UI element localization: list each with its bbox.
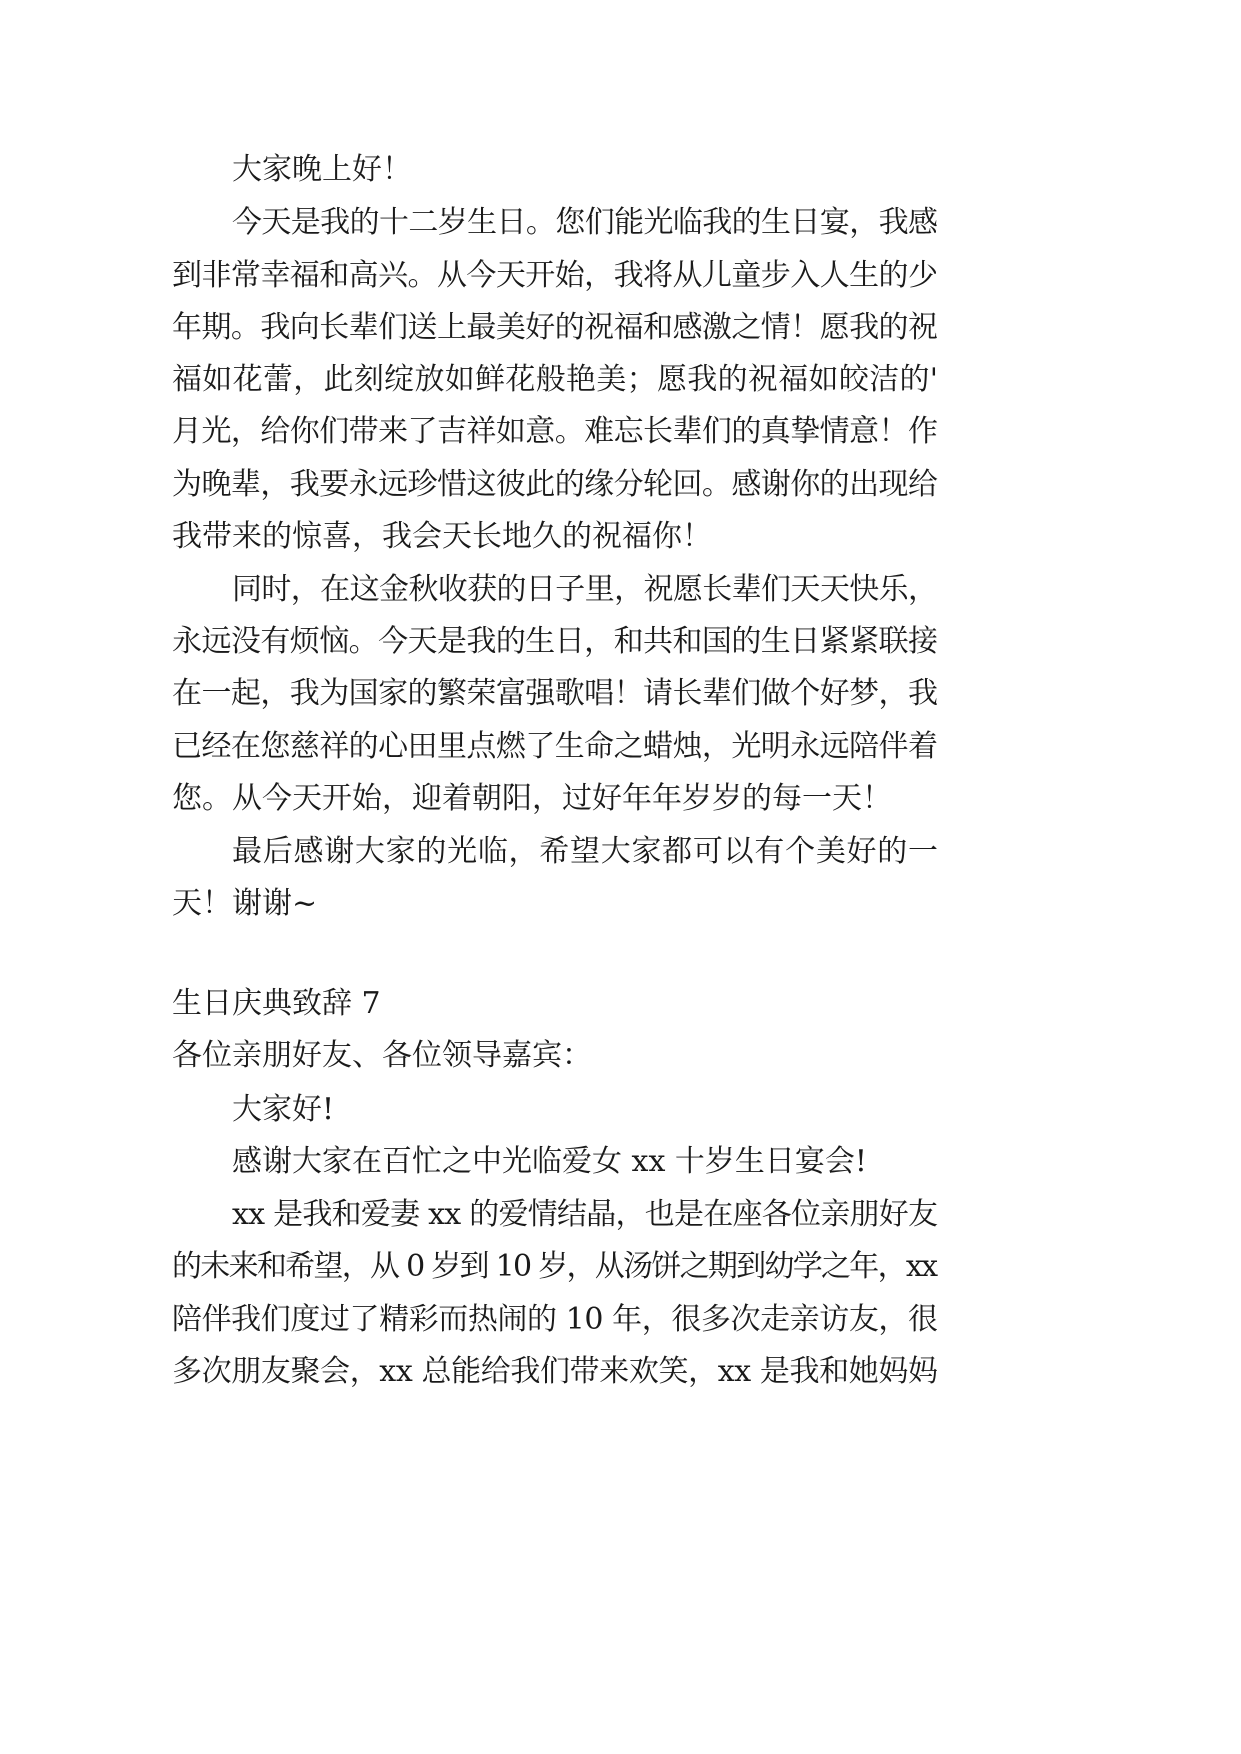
paragraph-line: 您。从今天开始，迎着朝阳，过好年年岁岁的每一天！: [172, 781, 892, 816]
paragraph-line: 为晚辈，我要永远珍惜这彼此的缘分轮回。感谢你的出现给: [172, 467, 938, 502]
greeting-line: 大家好!: [232, 1092, 335, 1127]
paragraph-line: 永远没有烦恼。今天是我的生日，和共和国的生日紧紧联接: [172, 624, 938, 659]
paragraph-line: 陪伴我们度过了精彩而热闹的 10 年，很多次走亲访友，很: [172, 1302, 938, 1337]
paragraph-line: 已经在您慈祥的心田里点燃了生命之蜡烛，光明永远陪伴着: [172, 729, 938, 764]
paragraph-line: 的未来和希望，从 0 岁到 10 岁，从汤饼之期到幼学之年，xx: [172, 1249, 937, 1284]
greeting-line: 大家晚上好！: [232, 152, 412, 187]
paragraph-line: 最后感谢大家的光临，希望大家都可以有个美好的一: [232, 834, 939, 869]
paragraph-line: xx 是我和爱妻 xx 的爱情结晶，也是在座各位亲朋好友: [232, 1197, 938, 1232]
paragraph-line: 今天是我的十二岁生日。您们能光临我的生日宴，我感: [232, 205, 938, 240]
paragraph-line: 我带来的惊喜，我会天长地久的祝福你！: [172, 519, 712, 554]
paragraph-line: 月光，给你们带来了吉祥如意。难忘长辈们的真挚情意！作: [172, 414, 938, 449]
paragraph-line: 在一起，我为国家的繁荣富强歌唱！请长辈们做个好梦，我: [172, 676, 938, 711]
paragraph-line: 感谢大家在百忙之中光临爱女 xx 十岁生日宴会!: [232, 1144, 867, 1179]
salutation-line: 各位亲朋好友、各位领导嘉宾：: [172, 1038, 592, 1073]
paragraph-line: 同时，在这金秋收获的日子里，祝愿长辈们天天快乐，: [232, 572, 938, 607]
paragraph-line: 天！谢谢~: [172, 886, 318, 921]
paragraph-line: 福如花蕾，此刻绽放如鲜花般艳美；愿我的祝福如皎洁的': [172, 362, 939, 397]
section-title: 生日庆典致辞 7: [172, 986, 381, 1021]
paragraph-line: 到非常幸福和高兴。从今天开始，我将从儿童步入人生的少: [172, 258, 938, 293]
paragraph-line: 多次朋友聚会，xx 总能给我们带来欢笑，xx 是我和她妈妈: [172, 1354, 938, 1389]
paragraph-line: 年期。我向长辈们送上最美好的祝福和感激之情！愿我的祝: [172, 310, 938, 345]
